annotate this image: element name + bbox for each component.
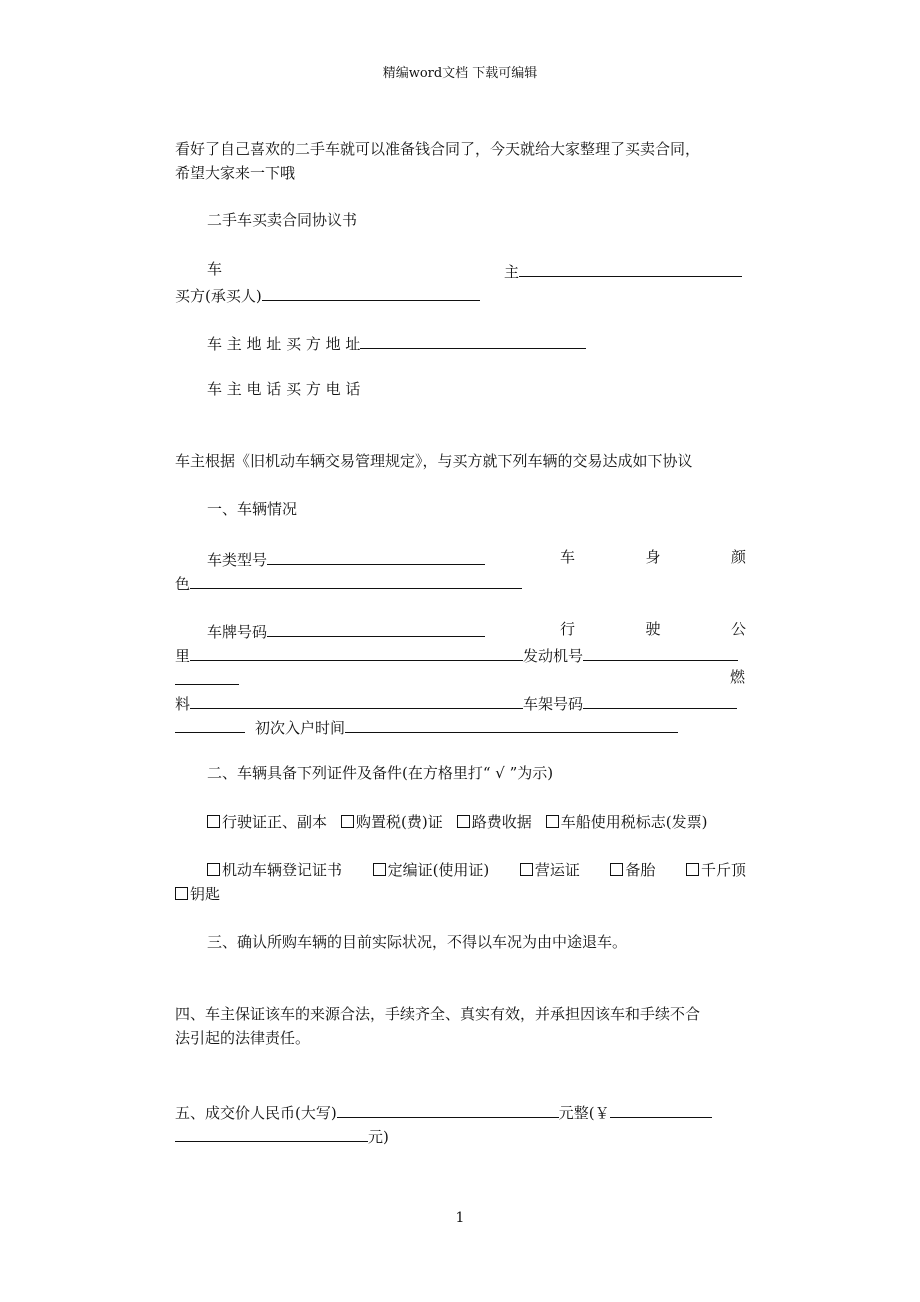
checklist-item [520,863,580,878]
document-title: 二手车买卖合同协议书 [207,211,358,229]
buyer-blank[interactable] [262,286,480,301]
engine-blank[interactable] [583,646,738,661]
price-end: 元) [368,1128,389,1146]
checklist-row-2 [207,863,746,878]
page-number: 1 [455,1210,465,1226]
plate-label: 车牌号码 [207,623,268,641]
frame-label: 车架号码 [523,695,584,713]
checklist-item [686,863,746,878]
checklist-item [207,815,327,830]
section4-line-2: 法引起的法律责任。 [175,1029,311,1047]
buyer-label: 买方(承买人) [175,287,262,305]
checkbox[interactable] [207,815,220,828]
color-char-2: 身 [645,548,661,566]
checklist-item-label: 购置税(费)证 [356,813,443,831]
plate-blank[interactable] [267,622,485,637]
checklist-item-label: 营运证 [534,861,580,879]
checklist-item-label: 机动车辆登记证书 [222,861,343,879]
model-field [207,550,485,568]
model-blank[interactable] [267,550,485,565]
owner-blank[interactable] [519,262,742,277]
color-field [175,574,522,592]
checklist-item-label: 车船使用税标志(发票) [560,813,708,831]
address-blank[interactable] [360,334,586,349]
frame-blank-continued[interactable] [175,718,245,733]
fuel-char-1: 燃 [730,668,746,686]
section2-title: 二、车辆具备下列证件及备件(在方格里打“ √ ”为示) [207,764,554,782]
checkbox[interactable] [373,863,386,876]
checklist-item-label: 行驶证正、副本 [222,813,328,831]
address-field [207,334,586,352]
first-reg-row [175,718,678,736]
plate-field [207,622,485,640]
price-row [175,1103,712,1121]
checklist-item-label: 千斤顶 [700,861,746,879]
phone-label: 车 主 电 话 买 方 电 话 [207,380,361,398]
checkbox[interactable] [457,815,470,828]
color-blank[interactable] [190,574,522,589]
mileage-char-3: 公 [730,620,746,638]
checkbox[interactable] [546,815,559,828]
color-label-spread [560,550,746,565]
mileage-char-2: 驶 [645,620,661,638]
mileage-engine-row [175,646,738,664]
checklist-row-1 [207,815,707,830]
checkbox[interactable] [207,863,220,876]
checklist-item [341,815,443,830]
engine-blank-continued[interactable] [175,670,239,685]
checklist-item [207,863,342,878]
page-header: 精编word文档 下载可编辑 [382,66,538,81]
price-label: 五、成交价人民币(大写) [175,1104,337,1122]
owner-label-b: 主 [504,263,520,281]
address-label: 车 主 地 址 买 方 地 址 [207,335,361,353]
color-char-4: 色 [175,575,191,593]
checklist-item-label: 备胎 [625,861,656,879]
mileage-char-4: 里 [175,647,191,665]
intro-line-2: 希望大家来一下哦 [175,164,296,182]
fuel-blank[interactable] [190,694,523,709]
checkbox[interactable] [686,863,699,876]
buyer-field [175,286,480,304]
checklist-item-label: 路费收据 [471,813,532,831]
model-label: 车类型号 [207,551,268,569]
price-words-blank[interactable] [337,1103,559,1118]
color-char-3: 颜 [730,548,746,566]
price-unit: 元整(￥ [558,1104,610,1122]
intro-line-1: 看好了自己喜欢的二手车就可以准备钱合同了，今天就给大家整理了买卖合同， [175,140,701,158]
checkbox[interactable] [610,863,623,876]
checklist-item [546,815,708,830]
section4-line-1: 四、车主保证该车的来源合法，手续齐全、真实有效，并承担因该车和手续不合 [175,1005,701,1023]
agreement-intro: 车主根据《旧机动车辆交易管理规定》，与买方就下列车辆的交易达成如下协议 [175,452,693,470]
checkbox[interactable] [341,815,354,828]
first-reg-blank[interactable] [345,718,678,733]
checkbox[interactable] [175,887,188,900]
checklist-item [175,885,220,903]
owner-label-a: 车 [207,260,223,278]
price-number-blank[interactable] [610,1103,712,1118]
section3-text: 三、确认所购车辆的目前实际状况，不得以车况为由中途退车。 [207,933,628,951]
fuel-frame-row [175,694,737,712]
owner-field [504,262,742,280]
engine-blank-cont [175,670,239,688]
first-reg-label: 初次入户时间 [255,719,346,737]
checklist-row-3 [175,887,220,902]
checklist-item [610,863,655,878]
checklist-item [457,815,532,830]
frame-blank[interactable] [583,694,737,709]
price-row-2 [175,1127,389,1145]
mileage-blank[interactable] [190,646,523,661]
section1-title: 一、车辆情况 [207,500,298,518]
price-number-blank-continued[interactable] [175,1127,368,1142]
checklist-item [373,863,490,878]
fuel-char-2: 料 [175,695,191,713]
mileage-label-spread [560,622,746,637]
checklist-item-label: 钥匙 [190,885,221,903]
color-char-1: 车 [560,548,576,566]
checkbox[interactable] [520,863,533,876]
mileage-char-1: 行 [560,620,576,638]
engine-label: 发动机号 [523,647,584,665]
checklist-item-label: 定编证(使用证) [387,861,490,879]
